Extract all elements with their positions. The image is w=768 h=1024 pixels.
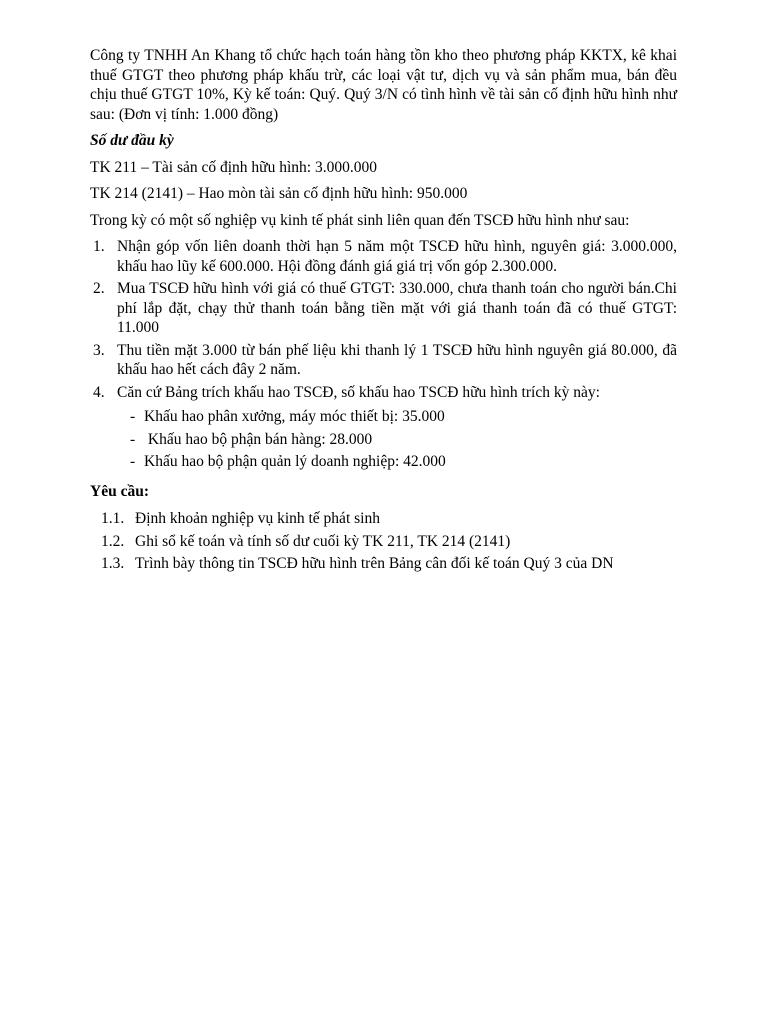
depreciation-text: Khấu hao bộ phận quản lý doanh nghiệp: 42.000 [144,453,446,470]
dash-bullet: - [130,430,136,448]
requirement-number: 1.3. [101,555,125,572]
depreciation-item [90,407,677,427]
transaction-item [90,279,677,338]
opening-balance-heading: Số dư đầu kỳ [90,132,174,149]
transaction-text: Căn cứ Bảng trích khấu hao TSCĐ, số khấu hao TSCĐ hữu hình trích kỳ này: [117,383,600,401]
requirement-text: Định khoản nghiệp vụ kinh tế phát sinh [135,510,380,527]
transactions-list [90,237,677,402]
depreciation-list [90,407,677,472]
depreciation-text: Khấu hao bộ phận bán hàng: 28.000 [144,430,373,448]
requirements-heading: Yêu cầu: [90,482,149,500]
transaction-text: Thu tiền mặt 3.000 từ bán phế liệu khi thanh lý 1 TSCĐ hữu hình nguyên giá 80.000, đã khấu hao hết cách đây 2 năm. [117,341,677,378]
requirement-item [90,509,677,529]
transaction-item [90,237,677,276]
intro-paragraph: Công ty TNHH An Khang tổ chức hạch toán hàng tồn kho theo phương pháp KKTX, kê khai thuế GTGT theo phương pháp khấu trừ, các loại vật tư, dịch vụ và sản phẩm mua, bán đều chịu thuế GTGT 10%, Kỳ kế toán: Quý. Quý 3/N có tình hình về tài sản cố định hữu hình như sau: (Đơn vị tính: 1.000 đồng) [90,47,677,123]
requirement-item [90,532,677,552]
requirement-number: 1.2. [101,532,125,550]
transaction-number: 3. [93,341,105,359]
transactions-intro: Trong kỳ có một số nghiệp vụ kinh tế phát sinh liên quan đến TSCĐ hữu hình như sau: [90,211,630,229]
document-page [90,46,677,577]
dash-bullet: - [130,453,136,470]
depreciation-text: Khấu hao phân xưởng, máy móc thiết bị: 35.000 [144,408,445,425]
depreciation-item [90,430,677,450]
dash-bullet: - [130,408,136,425]
transaction-text: Mua TSCĐ hữu hình với giá có thuế GTGT: 330.000, chưa thanh toán cho người bán.Chi phí lắp đặt, chạy thử thanh toán bằng tiền mặt với giá thanh toán đã có thuế GTGT: 11.000 [117,280,677,336]
requirement-text: Ghi sổ kế toán và tính số dư cuối kỳ TK 211, TK 214 (2141) [135,532,511,550]
transaction-text: Nhận góp vốn liên doanh thời hạn 5 năm một TSCĐ hữu hình, nguyên giá: 3.000.000, khấu hao lũy kế 600.000. Hội đồng đánh giá giá trị vốn góp 2.300.000. [117,238,677,275]
transaction-item [90,383,677,403]
transaction-item [90,341,677,380]
requirements-list [90,509,677,574]
requirement-number: 1.1. [101,510,125,527]
depreciation-item [90,452,677,472]
transaction-number: 4. [93,383,105,401]
opening-balance-line-214: TK 214 (2141) – Hao mòn tài sản cố định hữu hình: 950.000 [90,185,468,202]
requirement-item [90,554,677,574]
transaction-number: 1. [93,238,105,255]
requirement-text: Trình bày thông tin TSCĐ hữu hình trên Bảng cân đối kế toán Quý 3 của DN [135,555,614,572]
opening-balance-line-211: TK 211 – Tài sản cố định hữu hình: 3.000.000 [90,158,377,176]
transaction-number: 2. [93,280,105,297]
